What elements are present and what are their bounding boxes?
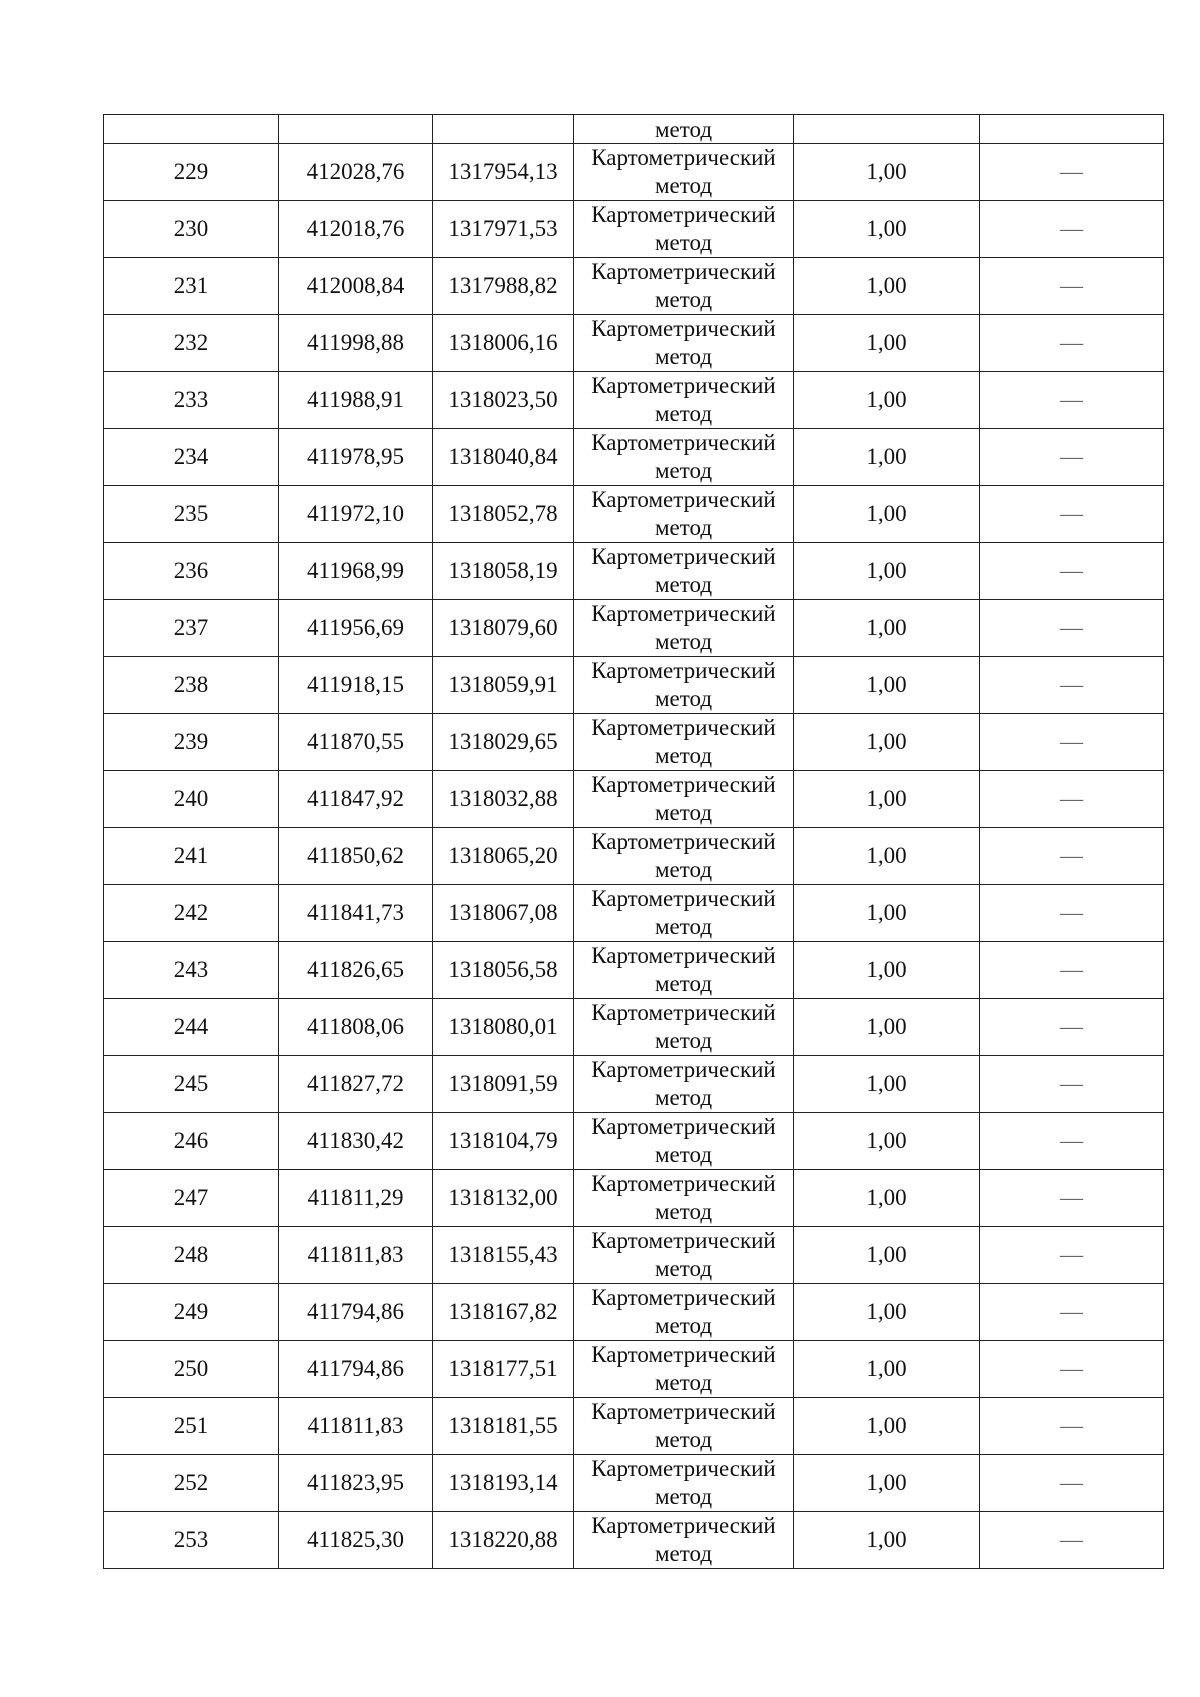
- cell-method: [574, 828, 794, 885]
- cell-y-coordinate: 1318079,60: [433, 600, 574, 657]
- method-line-2: метод: [654, 1370, 713, 1395]
- cell-x-coordinate: 411870,55: [279, 714, 433, 771]
- cell-description: —: [980, 714, 1164, 771]
- cell-point-number: 239: [104, 714, 279, 771]
- method-line-2: метод: [654, 1427, 713, 1452]
- cell-description: —: [980, 828, 1164, 885]
- cell-x-coordinate: 412008,84: [279, 258, 433, 315]
- table-row: [104, 486, 1164, 543]
- method-line-2: метод: [654, 230, 713, 255]
- cell-point-number: 237: [104, 600, 279, 657]
- cell-x-coordinate: 411998,88: [279, 315, 433, 372]
- cell-accuracy: 1,00: [794, 1056, 980, 1113]
- cell-accuracy: 1,00: [794, 1455, 980, 1512]
- method-line-2: метод: [654, 857, 713, 882]
- cell-description: —: [980, 1398, 1164, 1455]
- cell-y-coordinate: 1318056,58: [433, 942, 574, 999]
- table-row: [104, 771, 1164, 828]
- cell-empty: [980, 115, 1164, 144]
- table-row: [104, 942, 1164, 999]
- table-row: [104, 828, 1164, 885]
- table-row: [104, 543, 1164, 600]
- cell-method: [574, 1284, 794, 1341]
- cell-y-coordinate: 1318193,14: [433, 1455, 574, 1512]
- method-line-1: Картометрический: [591, 430, 776, 455]
- continuation-row: [104, 115, 1164, 144]
- method-line-1: Картометрический: [591, 601, 776, 626]
- cell-y-coordinate: 1317971,53: [433, 201, 574, 258]
- method-line-1: Картометрический: [591, 316, 776, 341]
- table-row: [104, 714, 1164, 771]
- cell-method: [574, 486, 794, 543]
- table-row: [104, 1455, 1164, 1512]
- cell-x-coordinate: 411972,10: [279, 486, 433, 543]
- method-line-2: метод: [654, 971, 713, 996]
- method-line-1: Картометрический: [591, 373, 776, 398]
- method-line-1: Картометрический: [591, 1228, 776, 1253]
- cell-accuracy: 1,00: [794, 1341, 980, 1398]
- cell-y-coordinate: 1318220,88: [433, 1512, 574, 1569]
- cell-description: —: [980, 1512, 1164, 1569]
- method-line-2: метод: [654, 515, 713, 540]
- method-line-2: метод: [654, 1313, 713, 1338]
- cell-accuracy: 1,00: [794, 429, 980, 486]
- cell-accuracy: 1,00: [794, 543, 980, 600]
- cell-method: [574, 1512, 794, 1569]
- cell-x-coordinate: 411850,62: [279, 828, 433, 885]
- cell-method: [574, 885, 794, 942]
- cell-x-coordinate: 411825,30: [279, 1512, 433, 1569]
- cell-description: —: [980, 942, 1164, 999]
- method-line-2: метод: [654, 1484, 713, 1509]
- method-line-1: Картометрический: [591, 1171, 776, 1196]
- cell-y-coordinate: 1317954,13: [433, 144, 574, 201]
- cell-accuracy: 1,00: [794, 372, 980, 429]
- table-row: [104, 657, 1164, 714]
- cell-accuracy: 1,00: [794, 201, 980, 258]
- cell-accuracy: 1,00: [794, 1227, 980, 1284]
- cell-description: —: [980, 1113, 1164, 1170]
- cell-accuracy: 1,00: [794, 1512, 980, 1569]
- cell-x-coordinate: 411826,65: [279, 942, 433, 999]
- cell-accuracy: 1,00: [794, 315, 980, 372]
- cell-empty: [104, 115, 279, 144]
- cell-accuracy: 1,00: [794, 828, 980, 885]
- cell-point-number: 248: [104, 1227, 279, 1284]
- cell-accuracy: 1,00: [794, 1113, 980, 1170]
- table-row: [104, 315, 1164, 372]
- cell-accuracy: 1,00: [794, 771, 980, 828]
- method-line-1: Картометрический: [591, 1114, 776, 1139]
- cell-accuracy: 1,00: [794, 942, 980, 999]
- method-line-2: метод: [654, 800, 713, 825]
- cell-y-coordinate: 1318091,59: [433, 1056, 574, 1113]
- method-line-1: Картометрический: [591, 544, 776, 569]
- cell-x-coordinate: 411811,29: [279, 1170, 433, 1227]
- cell-y-coordinate: 1318177,51: [433, 1341, 574, 1398]
- table-row: [104, 1170, 1164, 1227]
- cell-empty: [433, 115, 574, 144]
- cell-method: [574, 771, 794, 828]
- method-line-2: метод: [654, 1142, 713, 1167]
- table-row: [104, 885, 1164, 942]
- cell-point-number: 244: [104, 999, 279, 1056]
- method-line-2: метод: [654, 686, 713, 711]
- method-line-1: Картометрический: [591, 145, 776, 170]
- cell-x-coordinate: 412018,76: [279, 201, 433, 258]
- cell-description: —: [980, 1284, 1164, 1341]
- cell-method: [574, 942, 794, 999]
- method-line-2: метод: [654, 1541, 713, 1566]
- cell-accuracy: 1,00: [794, 144, 980, 201]
- table-row: [104, 429, 1164, 486]
- table-row: [104, 999, 1164, 1056]
- cell-y-coordinate: 1318040,84: [433, 429, 574, 486]
- cell-description: —: [980, 600, 1164, 657]
- cell-accuracy: 1,00: [794, 657, 980, 714]
- cell-accuracy: 1,00: [794, 258, 980, 315]
- cell-description: —: [980, 657, 1164, 714]
- cell-description: —: [980, 429, 1164, 486]
- cell-y-coordinate: 1318132,00: [433, 1170, 574, 1227]
- table-row: [104, 144, 1164, 201]
- method-line-1: Картометрический: [591, 1342, 776, 1367]
- cell-point-number: 241: [104, 828, 279, 885]
- cell-y-coordinate: 1318052,78: [433, 486, 574, 543]
- cell-accuracy: 1,00: [794, 999, 980, 1056]
- method-line-1: Картометрический: [591, 1399, 776, 1424]
- coordinates-table: [103, 114, 1164, 1569]
- cell-x-coordinate: 411918,15: [279, 657, 433, 714]
- cell-x-coordinate: 411968,99: [279, 543, 433, 600]
- cell-accuracy: 1,00: [794, 1170, 980, 1227]
- method-line-2: метод: [654, 1085, 713, 1110]
- cell-method: [574, 999, 794, 1056]
- cell-y-coordinate: 1317988,82: [433, 258, 574, 315]
- cell-x-coordinate: 411794,86: [279, 1341, 433, 1398]
- cell-y-coordinate: 1318006,16: [433, 315, 574, 372]
- cell-y-coordinate: 1318029,65: [433, 714, 574, 771]
- table-row: [104, 201, 1164, 258]
- table-row: [104, 258, 1164, 315]
- table-row: [104, 1284, 1164, 1341]
- cell-point-number: 251: [104, 1398, 279, 1455]
- cell-method: [574, 657, 794, 714]
- cell-x-coordinate: 411823,95: [279, 1455, 433, 1512]
- method-line-2: метод: [654, 344, 713, 369]
- cell-method: [574, 1455, 794, 1512]
- cell-point-number: 235: [104, 486, 279, 543]
- cell-x-coordinate: 411827,72: [279, 1056, 433, 1113]
- method-line-2: метод: [654, 287, 713, 312]
- method-line-1: Картометрический: [591, 1057, 776, 1082]
- cell-method: [574, 600, 794, 657]
- method-line-1: Картометрический: [591, 1513, 776, 1538]
- cell-y-coordinate: 1318155,43: [433, 1227, 574, 1284]
- cell-point-number: 250: [104, 1341, 279, 1398]
- method-line-2: метод: [654, 1028, 713, 1053]
- cell-x-coordinate: 411841,73: [279, 885, 433, 942]
- method-line-1: Картометрический: [591, 487, 776, 512]
- cell-y-coordinate: 1318023,50: [433, 372, 574, 429]
- cell-accuracy: 1,00: [794, 486, 980, 543]
- cell-accuracy: 1,00: [794, 885, 980, 942]
- table-row: [104, 1398, 1164, 1455]
- method-line-1: Картометрический: [591, 943, 776, 968]
- cell-point-number: 240: [104, 771, 279, 828]
- cell-y-coordinate: 1318167,82: [433, 1284, 574, 1341]
- cell-y-coordinate: 1318067,08: [433, 885, 574, 942]
- cell-method: [574, 1113, 794, 1170]
- cell-y-coordinate: 1318065,20: [433, 828, 574, 885]
- method-line-1: Картометрический: [591, 259, 776, 284]
- cell-description: —: [980, 1227, 1164, 1284]
- cell-description: —: [980, 771, 1164, 828]
- cell-method: [574, 1398, 794, 1455]
- cell-method: [574, 1170, 794, 1227]
- method-line-2: метод: [654, 173, 713, 198]
- cell-point-number: 234: [104, 429, 279, 486]
- table-row: [104, 1056, 1164, 1113]
- cell-method: [574, 258, 794, 315]
- cell-x-coordinate: 411956,69: [279, 600, 433, 657]
- cell-accuracy: 1,00: [794, 714, 980, 771]
- cell-y-coordinate: 1318181,55: [433, 1398, 574, 1455]
- cell-accuracy: 1,00: [794, 1398, 980, 1455]
- cell-method: [574, 429, 794, 486]
- method-line-1: Картометрический: [591, 1456, 776, 1481]
- cell-point-number: 252: [104, 1455, 279, 1512]
- cell-description: —: [980, 999, 1164, 1056]
- cell-x-coordinate: 411811,83: [279, 1398, 433, 1455]
- cell-point-number: 229: [104, 144, 279, 201]
- cell-description: —: [980, 201, 1164, 258]
- cell-description: —: [980, 1056, 1164, 1113]
- cell-description: —: [980, 1341, 1164, 1398]
- cell-x-coordinate: 411988,91: [279, 372, 433, 429]
- table-row: [104, 1113, 1164, 1170]
- cell-method: [574, 1056, 794, 1113]
- method-line-2: метод: [654, 629, 713, 654]
- method-line-2: метод: [654, 458, 713, 483]
- cell-point-number: 242: [104, 885, 279, 942]
- method-line-1: Картометрический: [591, 772, 776, 797]
- cell-empty: [794, 115, 980, 144]
- cell-point-number: 231: [104, 258, 279, 315]
- cell-accuracy: 1,00: [794, 600, 980, 657]
- cell-y-coordinate: 1318104,79: [433, 1113, 574, 1170]
- cell-description: —: [980, 486, 1164, 543]
- cell-point-number: 247: [104, 1170, 279, 1227]
- method-line-1: Картометрический: [591, 1285, 776, 1310]
- coordinates-table-body: [104, 115, 1164, 1569]
- table-row: [104, 372, 1164, 429]
- cell-point-number: 249: [104, 1284, 279, 1341]
- cell-y-coordinate: 1318058,19: [433, 543, 574, 600]
- cell-point-number: 246: [104, 1113, 279, 1170]
- cell-method: [574, 543, 794, 600]
- cell-description: —: [980, 1170, 1164, 1227]
- cell-method: [574, 201, 794, 258]
- method-line-1: Картометрический: [591, 886, 776, 911]
- method-line-1: Картометрический: [591, 658, 776, 683]
- cell-x-coordinate: 411808,06: [279, 999, 433, 1056]
- cell-description: —: [980, 1455, 1164, 1512]
- cell-x-coordinate: 411978,95: [279, 429, 433, 486]
- cell-description: —: [980, 258, 1164, 315]
- cell-point-number: 233: [104, 372, 279, 429]
- method-line-1: Картометрический: [591, 829, 776, 854]
- method-line-2: метод: [654, 572, 713, 597]
- cell-description: —: [980, 543, 1164, 600]
- cell-description: —: [980, 372, 1164, 429]
- method-line-1: Картометрический: [591, 1000, 776, 1025]
- method-line-2: метод: [654, 401, 713, 426]
- cell-point-number: 230: [104, 201, 279, 258]
- method-line-1: Картометрический: [591, 202, 776, 227]
- cell-x-coordinate: 412028,76: [279, 144, 433, 201]
- method-line-2: метод: [654, 743, 713, 768]
- method-line-1: Картометрический: [591, 715, 776, 740]
- cell-method: [574, 1341, 794, 1398]
- method-line-2: метод: [654, 1256, 713, 1281]
- cell-x-coordinate: 411811,83: [279, 1227, 433, 1284]
- cell-y-coordinate: 1318080,01: [433, 999, 574, 1056]
- cell-point-number: 245: [104, 1056, 279, 1113]
- table-row: [104, 600, 1164, 657]
- cell-point-number: 236: [104, 543, 279, 600]
- cell-method: [574, 1227, 794, 1284]
- cell-description: —: [980, 144, 1164, 201]
- table-row: [104, 1512, 1164, 1569]
- cell-description: —: [980, 885, 1164, 942]
- cell-y-coordinate: 1318059,91: [433, 657, 574, 714]
- cell-method: [574, 315, 794, 372]
- cell-x-coordinate: 411794,86: [279, 1284, 433, 1341]
- cell-y-coordinate: 1318032,88: [433, 771, 574, 828]
- method-line-2: метод: [654, 914, 713, 939]
- cell-method-tail: метод: [574, 115, 794, 144]
- cell-empty: [279, 115, 433, 144]
- cell-point-number: 243: [104, 942, 279, 999]
- cell-description: —: [980, 315, 1164, 372]
- table-row: [104, 1341, 1164, 1398]
- cell-point-number: 253: [104, 1512, 279, 1569]
- cell-x-coordinate: 411847,92: [279, 771, 433, 828]
- cell-method: [574, 144, 794, 201]
- cell-method: [574, 372, 794, 429]
- cell-accuracy: 1,00: [794, 1284, 980, 1341]
- table-row: [104, 1227, 1164, 1284]
- cell-point-number: 238: [104, 657, 279, 714]
- cell-point-number: 232: [104, 315, 279, 372]
- method-line-2: метод: [654, 1199, 713, 1224]
- cell-x-coordinate: 411830,42: [279, 1113, 433, 1170]
- cell-method: [574, 714, 794, 771]
